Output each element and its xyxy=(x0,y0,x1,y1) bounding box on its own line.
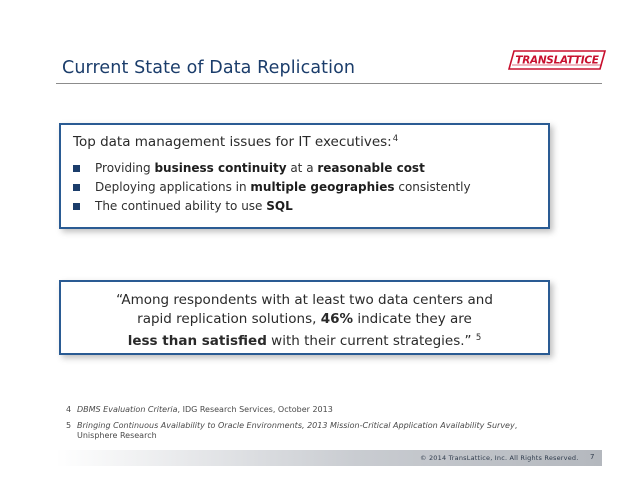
list-item: The continued ability to use SQL xyxy=(73,197,471,216)
footnote-4: 4 DBMS Evaluation Criteria, IDG Research Services, October 2013 xyxy=(66,405,333,414)
square-bullet-icon xyxy=(73,184,80,191)
list-item: Providing business continuity at a reasonable cost xyxy=(73,159,471,178)
copyright-text: © 2014 TransLattice, Inc. All Rights Reserved. xyxy=(420,454,579,462)
footnote-ref-4: 4 xyxy=(392,134,399,144)
footnote-5: 5 Bringing Continuous Availability to Oracle Environments, 2013 Mission-Critical Application Availability Survey, Unisphere Research xyxy=(66,421,518,440)
translattice-logo-icon xyxy=(508,49,606,71)
slide-title: Current State of Data Replication xyxy=(62,58,356,78)
page-number: 7 xyxy=(590,453,595,461)
issues-heading: Top data management issues for IT executives:$^4$ xyxy=(73,134,399,150)
svg-text:TRANSLATTICE: TRANSLATTICE xyxy=(515,54,599,67)
title-divider xyxy=(56,83,602,84)
issues-card xyxy=(59,123,550,229)
square-bullet-icon xyxy=(73,203,80,210)
survey-quote: “Among respondents with at least two data centers and rapid replication solutions, 46% indicate they are less than satisfied with their current strategies.” $^5$ xyxy=(116,292,493,349)
list-item: Deploying applications in multiple geographies consistently xyxy=(73,178,471,197)
square-bullet-icon xyxy=(73,165,80,172)
footnote-ref-5: 5 xyxy=(475,333,482,343)
footnotes xyxy=(66,405,566,447)
quote-card xyxy=(59,280,550,355)
issues-list xyxy=(73,159,471,216)
